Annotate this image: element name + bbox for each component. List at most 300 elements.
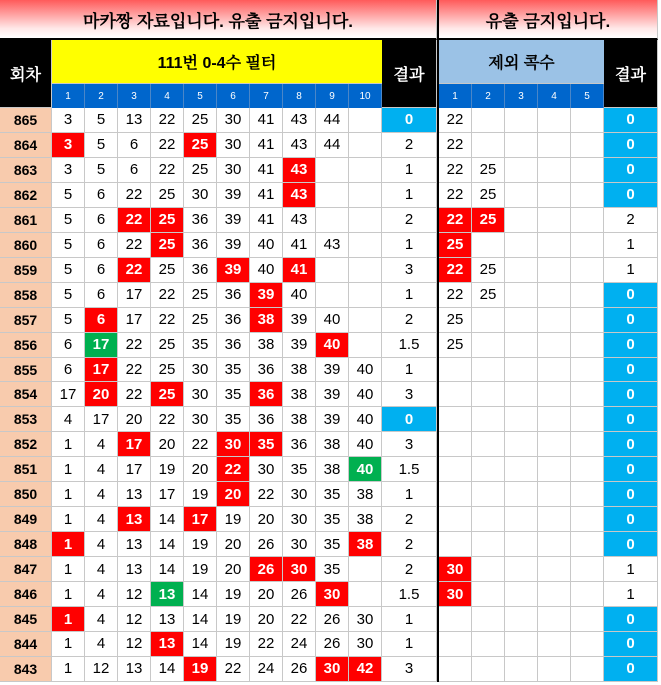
exclude-cell [538, 407, 571, 432]
number-cell: 17 [85, 358, 118, 383]
result2-cell: 0 [604, 133, 658, 158]
number-cell: 43 [283, 133, 316, 158]
number-cell: 20 [184, 457, 217, 482]
number-cell: 40 [349, 382, 382, 407]
exclude-cell [439, 482, 472, 507]
result2-cell: 1 [604, 557, 658, 582]
column-index-left: 6 [217, 84, 250, 108]
exclude-cell: 25 [439, 308, 472, 333]
number-cell: 38 [283, 407, 316, 432]
number-cell: 20 [217, 482, 250, 507]
number-cell: 5 [85, 158, 118, 183]
exclude-cell [571, 108, 604, 133]
result-cell: 2 [382, 208, 437, 233]
number-cell: 30 [217, 432, 250, 457]
number-cell: 13 [118, 532, 151, 557]
number-cell: 22 [118, 333, 151, 358]
number-cell: 24 [250, 657, 283, 682]
number-cell: 1 [52, 657, 85, 682]
round-number: 848 [0, 532, 52, 557]
number-cell: 19 [217, 582, 250, 607]
number-cell: 6 [85, 308, 118, 333]
result-cell: 2 [382, 532, 437, 557]
number-cell: 19 [217, 607, 250, 632]
number-cell: 6 [118, 133, 151, 158]
result-header: 결과 [382, 40, 437, 108]
number-cell: 22 [184, 432, 217, 457]
round-number: 854 [0, 382, 52, 407]
number-cell: 6 [52, 358, 85, 383]
exclude-cell [538, 582, 571, 607]
number-cell: 13 [118, 108, 151, 133]
round-number: 843 [0, 657, 52, 682]
result2-cell: 0 [604, 158, 658, 183]
exclude-cell [538, 108, 571, 133]
number-cell: 30 [217, 158, 250, 183]
result-cell: 0 [382, 407, 437, 432]
exclude-cell: 25 [472, 283, 505, 308]
column-index-right: 1 [439, 84, 472, 108]
result2-cell: 0 [604, 308, 658, 333]
result2-cell: 1 [604, 582, 658, 607]
number-cell: 3 [52, 108, 85, 133]
number-cell: 4 [85, 532, 118, 557]
number-cell: 4 [85, 607, 118, 632]
number-cell: 17 [118, 308, 151, 333]
result-cell: 0 [382, 108, 437, 133]
result2-cell: 1 [604, 233, 658, 258]
number-cell: 30 [316, 582, 349, 607]
number-cell: 17 [118, 432, 151, 457]
number-cell: 22 [151, 133, 184, 158]
exclude-cell [538, 233, 571, 258]
number-cell: 39 [316, 407, 349, 432]
exclude-cell [571, 457, 604, 482]
number-cell: 6 [85, 233, 118, 258]
number-cell: 36 [217, 308, 250, 333]
number-cell [349, 557, 382, 582]
exclude-cell [538, 208, 571, 233]
result-cell: 3 [382, 432, 437, 457]
result2-cell: 0 [604, 507, 658, 532]
exclude-cell [505, 382, 538, 407]
number-cell: 5 [85, 108, 118, 133]
number-cell: 13 [151, 582, 184, 607]
number-cell: 39 [217, 258, 250, 283]
number-cell: 12 [85, 657, 118, 682]
number-cell: 35 [316, 482, 349, 507]
exclude-cell [571, 507, 604, 532]
number-cell: 41 [250, 158, 283, 183]
number-cell: 43 [283, 183, 316, 208]
exclude-cell [538, 557, 571, 582]
result-cell: 1 [382, 358, 437, 383]
number-cell: 35 [316, 507, 349, 532]
number-cell: 25 [184, 283, 217, 308]
number-cell: 22 [151, 283, 184, 308]
result-cell: 1 [382, 607, 437, 632]
number-cell: 36 [184, 258, 217, 283]
exclude-cell [571, 333, 604, 358]
number-cell: 35 [217, 358, 250, 383]
exclude-cell [538, 657, 571, 682]
exclude-cell [439, 632, 472, 657]
number-cell: 36 [250, 382, 283, 407]
number-cell: 39 [217, 183, 250, 208]
number-cell: 35 [283, 457, 316, 482]
number-cell: 5 [52, 208, 85, 233]
exclude-cell: 25 [472, 158, 505, 183]
result-cell: 1.5 [382, 333, 437, 358]
exclude-cell [538, 607, 571, 632]
number-cell: 20 [151, 432, 184, 457]
number-cell: 5 [85, 133, 118, 158]
number-cell: 13 [118, 657, 151, 682]
number-cell [349, 133, 382, 158]
exclude-cell [571, 407, 604, 432]
round-number: 850 [0, 482, 52, 507]
number-cell: 25 [151, 183, 184, 208]
column-index-right: 4 [538, 84, 571, 108]
exclude-cell [571, 258, 604, 283]
number-cell: 13 [151, 632, 184, 657]
number-cell: 38 [250, 308, 283, 333]
round-number: 863 [0, 158, 52, 183]
left-title: 마카짱 자료입니다. 유출 금지입니다. [0, 0, 437, 40]
round-number: 864 [0, 133, 52, 158]
round-number: 857 [0, 308, 52, 333]
number-cell: 39 [217, 233, 250, 258]
exclude-cell [571, 183, 604, 208]
number-cell: 39 [283, 308, 316, 333]
number-cell: 12 [118, 632, 151, 657]
exclude-cell [472, 657, 505, 682]
number-cell: 20 [250, 582, 283, 607]
number-cell: 22 [151, 108, 184, 133]
exclude-cell [472, 407, 505, 432]
number-cell: 36 [283, 432, 316, 457]
exclude-cell [472, 233, 505, 258]
number-cell: 38 [283, 382, 316, 407]
number-cell: 13 [118, 482, 151, 507]
exclude-cell [538, 382, 571, 407]
number-cell: 39 [316, 382, 349, 407]
column-index-left: 1 [52, 84, 85, 108]
number-cell: 40 [349, 432, 382, 457]
number-cell: 20 [85, 382, 118, 407]
exclude-cell: 22 [439, 108, 472, 133]
result2-cell: 2 [604, 208, 658, 233]
number-cell: 1 [52, 557, 85, 582]
exclude-cell [571, 382, 604, 407]
number-cell: 40 [349, 358, 382, 383]
number-cell: 40 [349, 407, 382, 432]
column-index-right: 2 [472, 84, 505, 108]
result2-cell: 0 [604, 432, 658, 457]
number-cell: 1 [52, 607, 85, 632]
number-cell: 43 [283, 208, 316, 233]
exclude-cell [439, 457, 472, 482]
number-cell: 44 [316, 133, 349, 158]
round-number: 855 [0, 358, 52, 383]
number-cell: 25 [151, 358, 184, 383]
exclude-cell [439, 382, 472, 407]
exclude-cell [571, 133, 604, 158]
exclude-cell [571, 532, 604, 557]
exclude-cell [472, 457, 505, 482]
number-cell: 26 [316, 632, 349, 657]
number-cell: 6 [85, 183, 118, 208]
exclude-cell [538, 258, 571, 283]
exclude-cell [505, 308, 538, 333]
exclude-cell: 25 [472, 258, 505, 283]
result2-cell: 0 [604, 657, 658, 682]
number-cell: 20 [118, 407, 151, 432]
number-cell: 14 [151, 507, 184, 532]
column-index-right: 5 [571, 84, 604, 108]
number-cell: 4 [85, 557, 118, 582]
exclude-cell [538, 632, 571, 657]
result2-cell: 1 [604, 258, 658, 283]
exclude-cell: 22 [439, 283, 472, 308]
number-cell: 19 [217, 507, 250, 532]
number-cell: 36 [184, 208, 217, 233]
number-cell: 4 [85, 482, 118, 507]
number-cell: 4 [85, 507, 118, 532]
number-cell: 17 [151, 482, 184, 507]
exclude-cell [538, 358, 571, 383]
number-cell: 25 [184, 308, 217, 333]
number-cell: 44 [316, 108, 349, 133]
number-cell: 25 [184, 158, 217, 183]
result2-cell: 0 [604, 183, 658, 208]
number-cell: 14 [151, 532, 184, 557]
result-cell: 3 [382, 657, 437, 682]
exclude-cell: 30 [439, 557, 472, 582]
number-cell [349, 333, 382, 358]
result2-cell: 0 [604, 407, 658, 432]
number-cell: 24 [283, 632, 316, 657]
exclude-cell: 25 [472, 208, 505, 233]
number-cell: 1 [52, 432, 85, 457]
exclude-cell [472, 507, 505, 532]
number-cell: 3 [52, 133, 85, 158]
number-cell: 38 [349, 507, 382, 532]
exclude-cell [505, 557, 538, 582]
number-cell: 30 [283, 532, 316, 557]
result2-cell: 0 [604, 632, 658, 657]
number-cell: 20 [217, 557, 250, 582]
exclude-cell [505, 632, 538, 657]
right-title: 유출 금지입니다. [439, 0, 658, 40]
exclude-cell [571, 283, 604, 308]
column-index-left: 4 [151, 84, 184, 108]
exclude-cell [505, 183, 538, 208]
exclude-cell [571, 308, 604, 333]
round-number: 851 [0, 457, 52, 482]
number-cell: 6 [52, 333, 85, 358]
number-cell: 40 [250, 233, 283, 258]
round-number: 858 [0, 283, 52, 308]
exclude-cell [538, 183, 571, 208]
exclude-cell [505, 657, 538, 682]
number-cell: 17 [52, 382, 85, 407]
number-cell: 14 [184, 607, 217, 632]
column-index-left: 10 [349, 84, 382, 108]
number-cell [316, 183, 349, 208]
number-cell: 30 [283, 507, 316, 532]
number-cell: 6 [85, 283, 118, 308]
number-cell: 26 [250, 532, 283, 557]
number-cell: 30 [217, 133, 250, 158]
exclude-cell [538, 133, 571, 158]
number-cell: 36 [250, 358, 283, 383]
number-cell: 17 [118, 457, 151, 482]
number-cell: 30 [250, 457, 283, 482]
exclude-cell [439, 358, 472, 383]
number-cell: 30 [349, 632, 382, 657]
number-cell: 40 [316, 333, 349, 358]
exclude-cell [571, 632, 604, 657]
result-cell: 3 [382, 258, 437, 283]
number-cell: 12 [118, 582, 151, 607]
round-number: 852 [0, 432, 52, 457]
number-cell: 41 [250, 133, 283, 158]
exclude-cell [505, 333, 538, 358]
round-number: 856 [0, 333, 52, 358]
number-cell: 26 [250, 557, 283, 582]
number-cell: 30 [316, 657, 349, 682]
result2-header: 결과 [604, 40, 658, 108]
exclude-cell [538, 457, 571, 482]
exclude-cell [472, 382, 505, 407]
number-cell: 14 [151, 557, 184, 582]
exclude-cell [505, 283, 538, 308]
number-cell: 30 [283, 482, 316, 507]
exclude-cell [571, 607, 604, 632]
number-cell: 22 [250, 632, 283, 657]
exclude-cell [505, 108, 538, 133]
exclude-cell [538, 432, 571, 457]
number-cell: 22 [118, 233, 151, 258]
result-cell: 2 [382, 308, 437, 333]
exclude-cell [505, 208, 538, 233]
exclude-cell [538, 333, 571, 358]
number-cell: 19 [151, 457, 184, 482]
exclude-cell [439, 507, 472, 532]
exclude-cell: 30 [439, 582, 472, 607]
number-cell [316, 208, 349, 233]
column-index-left: 9 [316, 84, 349, 108]
number-cell: 22 [118, 382, 151, 407]
result2-cell: 0 [604, 283, 658, 308]
number-cell: 19 [184, 482, 217, 507]
number-cell [349, 283, 382, 308]
exclude-header: 제외 콕수 [439, 40, 604, 84]
exclude-cell: 22 [439, 208, 472, 233]
number-cell: 30 [217, 108, 250, 133]
number-cell: 41 [283, 233, 316, 258]
number-cell: 12 [118, 607, 151, 632]
number-cell: 40 [283, 283, 316, 308]
number-cell: 25 [151, 208, 184, 233]
result2-cell: 0 [604, 108, 658, 133]
result-cell: 1 [382, 233, 437, 258]
exclude-cell [505, 607, 538, 632]
column-index-left: 2 [85, 84, 118, 108]
exclude-cell [505, 582, 538, 607]
round-number: 859 [0, 258, 52, 283]
number-cell: 30 [283, 557, 316, 582]
exclude-cell [538, 158, 571, 183]
exclude-cell [505, 158, 538, 183]
number-cell: 6 [118, 158, 151, 183]
number-cell: 43 [316, 233, 349, 258]
number-cell: 1 [52, 632, 85, 657]
number-cell: 35 [217, 382, 250, 407]
round-number: 862 [0, 183, 52, 208]
round-number: 847 [0, 557, 52, 582]
number-cell: 36 [184, 233, 217, 258]
exclude-cell [505, 233, 538, 258]
number-cell: 20 [217, 532, 250, 557]
exclude-cell [472, 333, 505, 358]
number-cell: 30 [184, 183, 217, 208]
number-cell: 13 [118, 507, 151, 532]
number-cell: 5 [52, 308, 85, 333]
number-cell: 39 [283, 333, 316, 358]
exclude-cell [571, 482, 604, 507]
number-cell: 26 [283, 657, 316, 682]
round-number: 860 [0, 233, 52, 258]
exclude-cell [472, 432, 505, 457]
column-index-right: 3 [505, 84, 538, 108]
number-cell: 19 [184, 657, 217, 682]
number-cell: 17 [85, 407, 118, 432]
exclude-cell: 25 [439, 333, 472, 358]
exclude-cell [439, 607, 472, 632]
number-cell [349, 308, 382, 333]
round-number: 844 [0, 632, 52, 657]
number-cell: 38 [349, 532, 382, 557]
number-cell: 4 [85, 632, 118, 657]
number-cell: 30 [184, 407, 217, 432]
round-number: 846 [0, 582, 52, 607]
result-cell: 1 [382, 632, 437, 657]
number-cell: 40 [250, 258, 283, 283]
number-cell [349, 208, 382, 233]
result2-cell: 0 [604, 482, 658, 507]
result2-cell: 0 [604, 532, 658, 557]
number-cell: 41 [250, 208, 283, 233]
exclude-cell [538, 532, 571, 557]
number-cell [349, 582, 382, 607]
number-cell: 20 [250, 507, 283, 532]
exclude-cell [439, 407, 472, 432]
exclude-cell: 22 [439, 258, 472, 283]
number-cell: 41 [283, 258, 316, 283]
number-cell [349, 258, 382, 283]
number-cell: 25 [151, 258, 184, 283]
number-cell: 1 [52, 507, 85, 532]
result-cell: 1 [382, 158, 437, 183]
exclude-cell [472, 632, 505, 657]
number-cell [316, 283, 349, 308]
number-cell: 43 [283, 108, 316, 133]
exclude-cell [571, 582, 604, 607]
result-cell: 1 [382, 283, 437, 308]
round-header: 회차 [0, 40, 52, 108]
